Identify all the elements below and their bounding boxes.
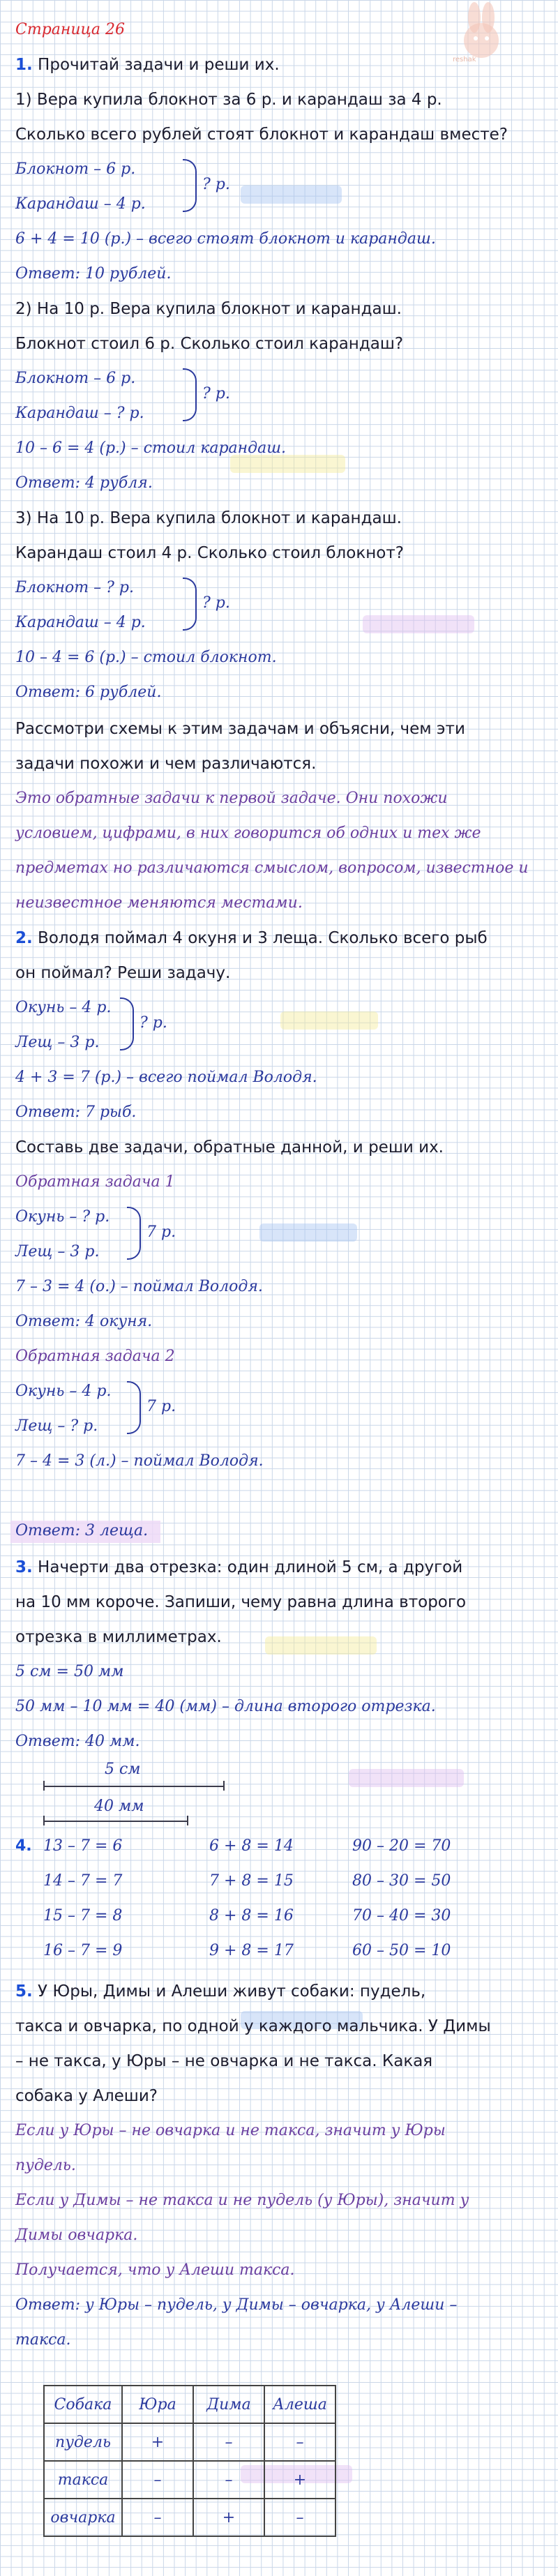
scheme-line: Блокнот – 6 р. — [15, 370, 136, 387]
task-3-heading: 3. Начерти два отрезка: один длиной 5 см, а другой — [15, 1558, 463, 1576]
segment-label-40mm: 40 мм — [94, 1798, 144, 1815]
table-cell: пудель — [44, 2423, 122, 2461]
segment-tick — [43, 1781, 45, 1791]
table-row — [44, 2461, 335, 2499]
table-cell: + — [122, 2423, 193, 2461]
page-title: Страница 26 — [15, 21, 126, 38]
brace — [183, 159, 197, 212]
solution-line: 6 + 4 = 10 (р.) – всего стоят блокнот и карандаш. — [15, 230, 436, 248]
scheme-line: Блокнот – ? р. — [15, 579, 135, 596]
explanation-line: Это обратные задачи к первой задаче. Они похожи — [15, 790, 448, 807]
brace-label: 7 р. — [146, 1398, 176, 1415]
reasoning-line: пудель. — [15, 2157, 76, 2174]
answer-line: Ответ: 10 рублей. — [15, 265, 172, 283]
task-line: 3) На 10 р. Вера купила блокнот и карандаш. — [15, 509, 402, 527]
answer-line: Ответ: 6 рублей. — [15, 684, 162, 701]
task-number: 4. — [15, 1837, 32, 1855]
table-cell: + — [193, 2499, 264, 2536]
answer-line: Ответ: 4 рубля. — [15, 474, 153, 492]
answer-line: Ответ: 3 леща. — [15, 1522, 149, 1539]
solution-line: 7 – 3 = 4 (о.) – поймал Володя. — [15, 1278, 263, 1295]
solution-line: 7 – 4 = 3 (л.) – поймал Володя. — [15, 1452, 264, 1470]
segment-40mm — [43, 1821, 188, 1822]
brace — [183, 578, 197, 631]
table-cell: + — [264, 2461, 335, 2499]
example-cell: 90 – 20 = 70 — [352, 1837, 451, 1855]
brace-label: ? р. — [202, 176, 230, 193]
watermark — [349, 1769, 464, 1787]
segment-tick — [223, 1781, 225, 1791]
brace — [127, 1207, 141, 1260]
watermark — [363, 615, 474, 633]
table-cell: – — [264, 2423, 335, 2461]
brace — [183, 368, 197, 421]
task-line: Рассмотри схемы к этим задачам и объясни, чем эти — [15, 720, 465, 738]
solution-line: 50 мм – 10 мм = 40 (мм) – длина второго отрезка. — [15, 1698, 436, 1715]
answer-line: такса. — [15, 2331, 71, 2349]
explanation-line: условием, цифрами, в них говорится об одних и тех же — [15, 824, 481, 842]
example-cell: 70 – 40 = 30 — [352, 1907, 451, 1925]
table-cell: такса — [44, 2461, 122, 2499]
task-2-heading: 2. Володя поймал 4 окуня и 3 леща. Сколько всего рыб — [15, 929, 488, 947]
segment-tick — [187, 1816, 188, 1825]
subtask-title: Обратная задача 2 — [15, 1348, 175, 1365]
task-line: Карандаш стоил 4 р. Сколько стоил блокнот? — [15, 544, 404, 562]
logo-text: reshak — [453, 56, 476, 63]
answer-line: Ответ: у Юры – пудель, у Димы – овчарка, у Алеши – — [15, 2296, 458, 2314]
task-5-heading: 5. У Юры, Димы и Алеши живут собаки: пудель, — [15, 1982, 426, 2001]
scheme-line: Карандаш – 4 р. — [15, 614, 146, 631]
solution-line: 10 – 6 = 4 (р.) – стоил карандаш. — [15, 439, 287, 457]
task-number: 2. — [15, 929, 33, 947]
example-cell: 13 – 7 = 6 — [43, 1837, 123, 1855]
task-line: такса и овчарка, по одной у каждого мальчика. У Димы — [15, 2017, 491, 2035]
reasoning-line: Димы овчарка. — [15, 2227, 138, 2244]
task-line: 2) На 10 р. Вера купила блокнот и карандаш. — [15, 300, 402, 318]
scheme-line: Лещ – 3 р. — [15, 1034, 100, 1051]
answer-line: Ответ: 4 окуня. — [15, 1313, 153, 1330]
scheme-line: Карандаш – 4 р. — [15, 195, 146, 213]
reasoning-line: Получается, что у Алеши такса. — [15, 2261, 295, 2279]
task-line: собака у Алеши? — [15, 2087, 158, 2105]
scheme-line: Карандаш – ? р. — [15, 405, 144, 422]
task-number: 5. — [15, 1982, 33, 2001]
table-cell: – — [193, 2423, 264, 2461]
scheme-line: Блокнот – 6 р. — [15, 160, 136, 178]
answer-line: Ответ: 40 мм. — [15, 1733, 140, 1750]
example-cell: 9 + 8 = 17 — [209, 1942, 294, 1959]
scheme-line: Лещ – 3 р. — [15, 1243, 100, 1260]
watermark — [280, 1011, 378, 1030]
task-number: 3. — [15, 1558, 33, 1576]
example-cell: 8 + 8 = 16 — [209, 1907, 294, 1925]
task-line: Сколько всего рублей стоят блокнот и карандаш вместе? — [15, 126, 508, 144]
example-cell: 6 + 8 = 14 — [209, 1837, 294, 1855]
task-line: задачи похожи и чем различаются. — [15, 755, 317, 773]
table-header-cell: Алеша — [264, 2386, 335, 2423]
subtask-title: Обратная задача 1 — [15, 1173, 175, 1191]
reasoning-line: Если у Юры – не овчарка и не такса, значит у Юры — [15, 2122, 446, 2139]
example-cell: 7 + 8 = 15 — [209, 1872, 294, 1890]
table-header-row — [44, 2386, 335, 2423]
solution-line: 10 – 4 = 6 (р.) – стоил блокнот. — [15, 649, 277, 666]
table-cell: – — [193, 2461, 264, 2499]
answer-line: Ответ: 7 рыб. — [15, 1104, 137, 1121]
reshak-logo — [453, 0, 506, 66]
reasoning-line: Если у Димы – не такса и не пудель (у Юры), значит у — [15, 2192, 469, 2209]
dog-table — [43, 2385, 336, 2537]
table-cell: – — [122, 2499, 193, 2536]
table-cell: – — [264, 2499, 335, 2536]
scheme-line: Окунь – ? р. — [15, 1208, 110, 1226]
brace — [120, 997, 134, 1050]
example-cell: 16 – 7 = 9 — [43, 1942, 123, 1959]
brace — [127, 1381, 141, 1434]
table-header-cell: Дима — [193, 2386, 264, 2423]
task-line: на 10 мм короче. Запиши, чему равна длина второго — [15, 1593, 467, 1611]
table-row — [44, 2499, 335, 2536]
task-line: Блокнот стоил 6 р. Сколько стоил карандаш? — [15, 335, 404, 353]
watermark — [259, 1223, 357, 1242]
explanation-line: предметах но различаются смыслом, вопросом, известное и — [15, 859, 529, 877]
table-header-cell: Юра — [122, 2386, 193, 2423]
brace-label: 7 р. — [146, 1223, 176, 1241]
table-row — [44, 2423, 335, 2461]
table-header-cell: Собака — [44, 2386, 122, 2423]
scheme-line: Лещ – ? р. — [15, 1417, 98, 1435]
solution-line: 4 + 3 = 7 (р.) – всего поймал Володя. — [15, 1069, 317, 1086]
task-line: он поймал? Реши задачу. — [15, 964, 231, 982]
table-cell: – — [122, 2461, 193, 2499]
scheme-line: Окунь – 4 р. — [15, 1383, 112, 1400]
task-line: 1) Вера купила блокнот за 6 р. и карандаш за 4 р. — [15, 91, 442, 109]
segment-label-5cm: 5 см — [105, 1761, 141, 1778]
example-cell: 15 – 7 = 8 — [43, 1907, 123, 1925]
example-cell: 60 – 50 = 10 — [352, 1942, 451, 1959]
watermark — [241, 186, 342, 204]
segment-5cm — [43, 1786, 225, 1787]
explanation-line: неизвестное меняются местами. — [15, 894, 303, 912]
task-line: отрезка в миллиметрах. — [15, 1628, 222, 1646]
watermark — [265, 1636, 377, 1655]
task-line: – не такса, у Юры – не овчарка и не такса. Какая — [15, 2052, 433, 2070]
brace-label: ? р. — [202, 594, 230, 612]
task-line: Составь две задачи, обратные данной, и реши их. — [15, 1138, 444, 1157]
segment-tick — [43, 1816, 45, 1825]
table-cell: овчарка — [44, 2499, 122, 2536]
brace-label: ? р. — [140, 1014, 167, 1032]
example-cell: 14 – 7 = 7 — [43, 1872, 123, 1890]
brace-label: ? р. — [202, 385, 230, 402]
example-cell: 80 – 30 = 50 — [352, 1872, 451, 1890]
task-number: 1. — [15, 56, 33, 74]
scheme-line: Окунь – 4 р. — [15, 999, 112, 1016]
solution-line: 5 см = 50 мм — [15, 1663, 124, 1680]
task-1-heading: 1. Прочитай задачи и реши их. — [15, 56, 280, 74]
